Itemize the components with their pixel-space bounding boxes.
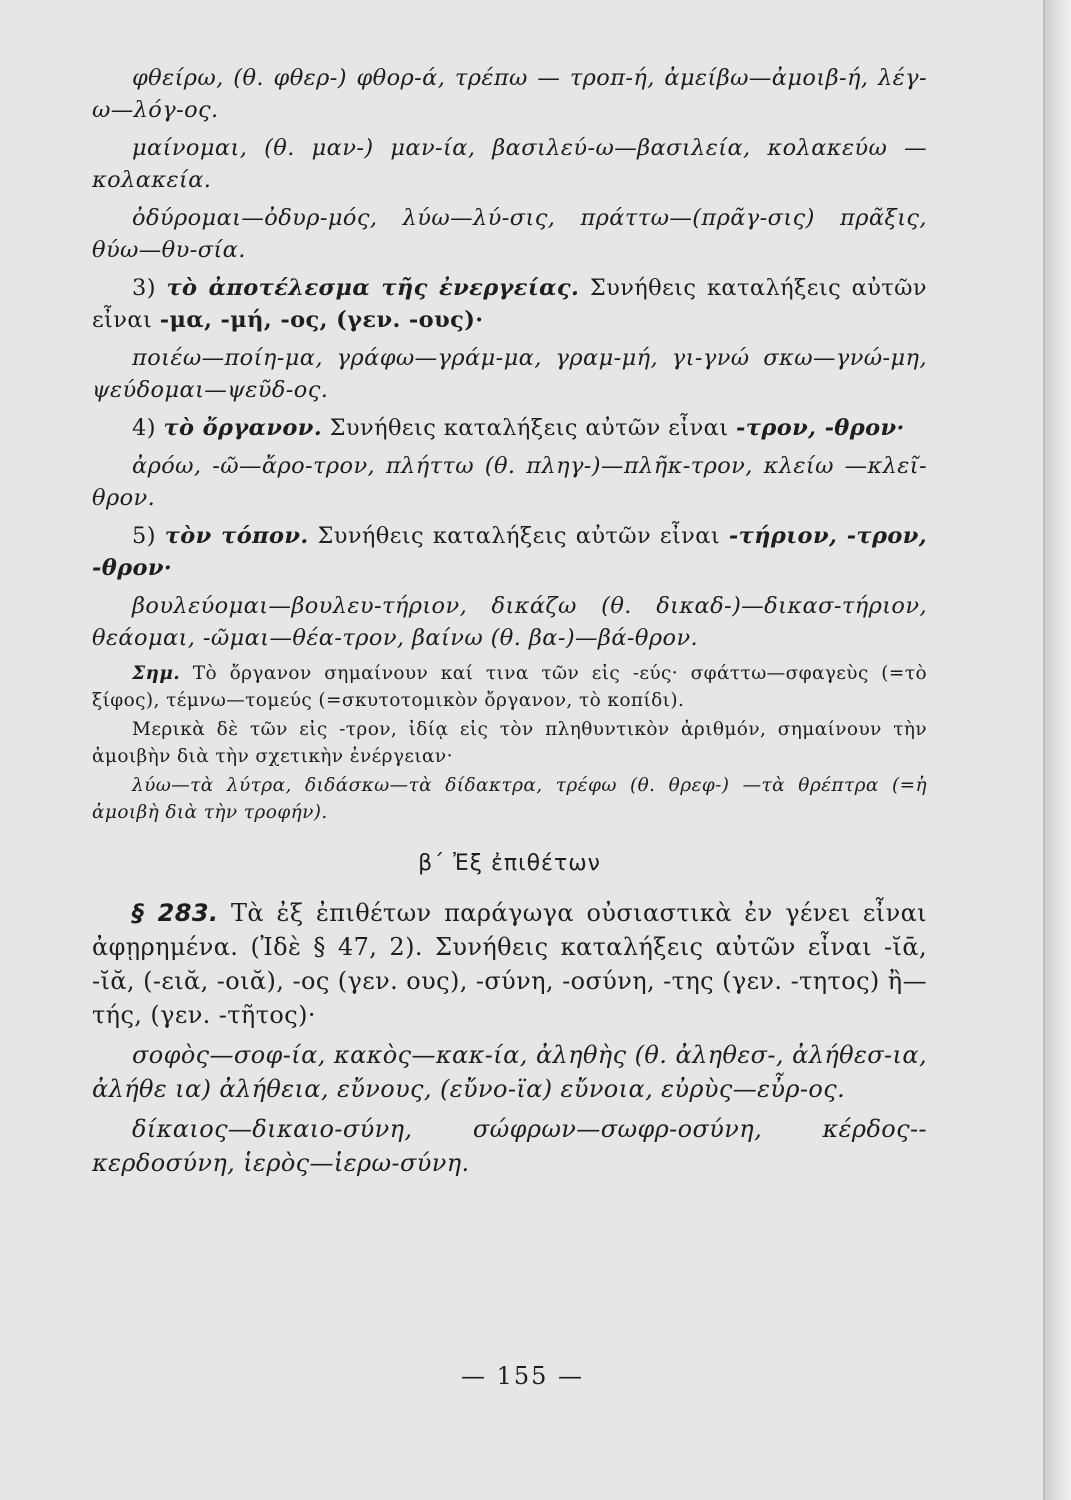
page-number: — 155 — [460, 1362, 585, 1390]
category-paragraph [92, 412, 927, 444]
note-label: Σημ. [132, 663, 181, 684]
note-paragraph: Μερικὰ δὲ τῶν εἰς -τρον, ἰδίᾳ εἰς τὸν πληθυντικὸν ἀριθμόν, σημαίνουν τὴν ἀμοιβὴν διὰ τὴν σχετικὴν ἐνέργειαν· [92, 719, 927, 767]
category-number: 3) [132, 275, 156, 301]
section-text: Τὰ ἐξ ἐπιθέτων παράγωγα οὐσιαστικὰ ἐν γένει εἶναι ἀφῃρημένα. (Ἰδὲ § 47, 2). Συνήθεις καταλήξεις αὐτῶν εἶναι -ῐᾱ, -ῐᾰ, (-ειᾰ, -οιᾰ), -ος (γεν. ους), -σύνη, -οσύνη, -της (γεν. -τητος) ἢ—τής, (γεν. -τῆτος)· [92, 899, 927, 1029]
category-title: τὸν τόπον. [164, 523, 309, 549]
page-edge [1045, 0, 1071, 1500]
category-text: Συνήθεις καταλήξεις αὐτῶν εἶναι [92, 275, 927, 333]
note-paragraph [92, 660, 927, 714]
example-line: μαίνομαι, (θ. μαν-) μαν-ία, βασιλεύ-ω—βασιλεία, κολακεύω —κολακεία. [92, 135, 927, 193]
section-heading: β΄ Ἐξ ἐπιθέτων [418, 851, 601, 876]
example-line: σοφὸς—σοφ-ία, κακὸς—κακ-ία, ἀληθὴς (θ. ἀληθεσ-, ἀλήθεσ-ια, ἀλήθε ια) ἀλήθεια, εὔνους, (εὔνο-ϊα) εὔνοια, εὐρὺς—εὖρ-ος. [92, 1041, 927, 1103]
category-number: 4) [132, 415, 156, 441]
section-number: § 283. [132, 899, 219, 927]
category-title: τὸ ἀποτέλεσμα τῆς ἐνεργείας. [166, 275, 580, 301]
example-line: δίκαιος—δικαιο-σύνη, σώφρων—σωφρ-οσύνη, κέρδος--κερδοσύνη, ἱερὸς—ἱερω-σύνη. [92, 1115, 927, 1177]
example-line: φθείρω, (θ. φθερ-) φθορ-ά, τρέπω — τροπ-ή, ἀμείβω—ἀμοιβ-ή, λέγ-ω—λόγ-ος. [92, 65, 927, 123]
note-example: λύω—τὰ λύτρα, διδάσκω—τὰ δίδακτρα, τρέφω (θ. θρεφ-) —τὰ θρέπτρα (=ἡ ἀμοιβὴ διὰ τὴν τροφήν). [92, 775, 927, 823]
page-body [92, 62, 927, 1186]
example-line: ὀδύρομαι—ὀδυρ-μός, λύω—λύ-σις, πράττω—(πρᾶγ-σις) πρᾶξις, θύω—θυ-σία. [92, 205, 927, 263]
category-paragraph [92, 520, 927, 584]
example-line: βουλεύομαι—βουλευ-τήριον, δικάζω (θ. δικαδ-)—δικασ-τήριον, θεάομαι, -ῶμαι—θέα-τρον, βαίνω (θ. βα-)—βά-θρον. [92, 593, 927, 651]
category-number: 5) [132, 523, 156, 549]
category-paragraph [92, 272, 927, 336]
category-text: Συνήθεις καταλήξεις αὐτῶν εἶναι [329, 415, 729, 441]
section-paragraph [92, 896, 927, 1032]
note-block [92, 660, 927, 826]
category-text: Συνήθεις καταλήξεις αὐτῶν εἶναι [317, 523, 721, 549]
category-endings: -μα, -μή, -ος, (γεν. -ους)· [159, 307, 484, 333]
note-text: Τὸ ὄργανον σημαίνουν καί τινα τῶν εἰς -εύς· σφάττω—σφαγεὺς (=τὸ ξίφος), τέμνω—τομεύς (=σκυτοτομικὸν ὄργανον, τὸ κοπίδι). [92, 663, 927, 711]
example-line: ποιέω—ποίη-μα, γράφω—γράμ-μα, γραμ-μή, γι-γνώ σκω—γνώ-μη, ψεύδομαι—ψεῦδ-ος. [92, 345, 927, 403]
category-title: τὸ ὄργανον. [163, 415, 323, 441]
example-line: ἀρόω, -ῶ—ἄρο-τρον, πλήττω (θ. πληγ-)—πλῆκ-τρον, κλείω —κλεῖ-θρον. [92, 453, 927, 511]
category-endings: -τρον, -θρον· [736, 415, 905, 441]
category-endings: -τήριον, -τρον, -θρον· [92, 523, 927, 581]
